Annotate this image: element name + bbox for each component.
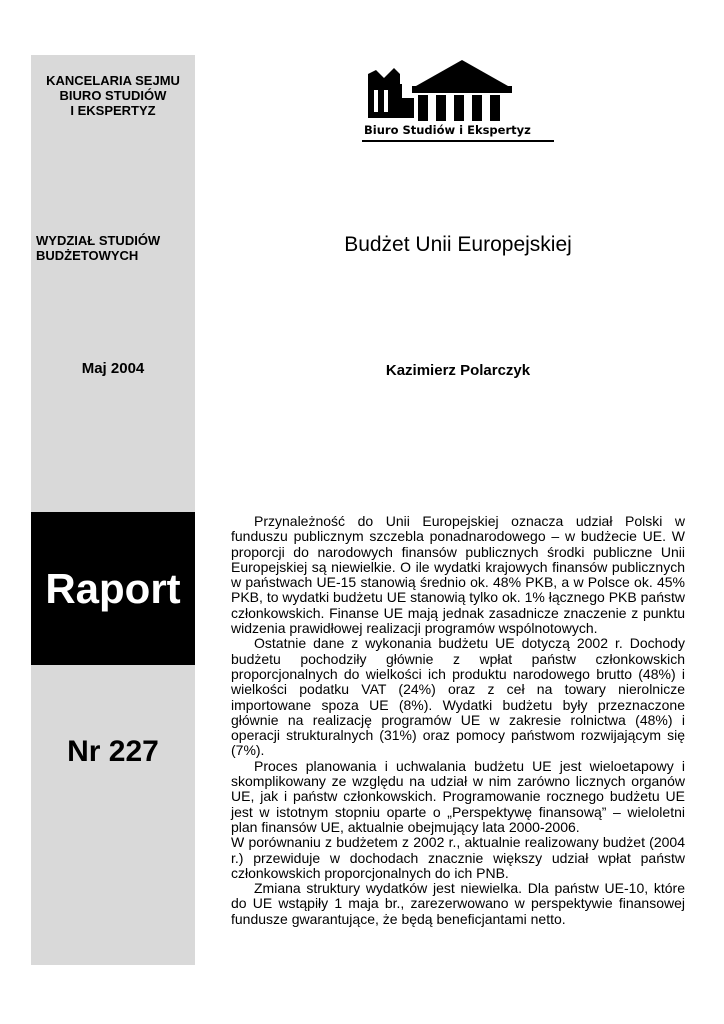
institution-line-1: KANCELARIA SEJMU — [46, 73, 180, 88]
paragraph-1: Przynależność do Unii Europejskiej oznacza udział Polski w funduszu publicznym szczebla ponadnarodowego – w budżecie UE. W proporcji do narodowych finansów publicznych środki publiczne Unii Europejskiej są niewielkie. O ile wydatki krajowych finansów publicznych w państwach UE-15 stanowią średnio ok. 48% PKB, a w Polsce ok. 45% PKB, to wydatki budżetu UE stanowią tylko ok. 1% łącznego PKB państw członkowskich. Finanse UE mają jednak zasadnicze znaczenie z punktu widzenia prawidłowej realizacji programów wspólnotowych. — [231, 513, 685, 637]
paragraph-4: W porównaniu z budżetem z 2002 r., aktualnie realizowany budżet (2004 r.) przewiduje w dochodach znacznie większy udział wpłat państw członkowskich proporcjonalnych do ich PNB. — [231, 834, 685, 881]
institution-line-3: I EKSPERTYZ — [70, 103, 156, 118]
author-name: Kazimierz Polarczyk — [385, 362, 531, 379]
document-title: Budżet Unii Europejskiej — [344, 233, 572, 256]
logo-caption: Biuro Studiów i Ekspertyz — [364, 123, 531, 137]
department-name — [36, 233, 196, 263]
paragraph-5: Zmiana struktury wydatków jest niewielka. Dla państw UE-10, które do UE wstąpiły 1 maja br., zarezerwowano w perspektywie finansowej fundusze gwarantujące, że będą beneficjantami netto. — [231, 880, 685, 927]
institution-name — [31, 73, 195, 118]
department-line-2: BUDŻETOWYCH — [36, 248, 139, 263]
publication-date: Maj 2004 — [81, 360, 145, 377]
department-line-1: WYDZIAŁ STUDIÓW — [36, 233, 161, 248]
report-number: Nr 227 — [67, 735, 159, 768]
report-label-text: Raport — [45, 564, 181, 612]
summary-text — [231, 514, 685, 927]
logo-underline — [362, 140, 554, 142]
paragraph-3: Proces planowania i uchwalania budżetu UE jest wieloetapowy i skomplikowany ze względu na udział w nim zarówno licznych organów UE, jak i państw członkowskich. Programowanie rocznego budżetu UE jest w istotnym stopniu oparte o „Perspektywę finansową” – wieloletni plan finansów UE, aktualnie obejmujący lata 2000-2006. — [231, 757, 685, 835]
institution-line-2: BIURO STUDIÓW — [59, 88, 167, 103]
paragraph-2: Ostatnie dane z wykonania budżetu UE dotyczą 2002 r. Dochody budżetu pochodziły głównie z wpłat państw członkowskich proporcjonalnych do wielkości ich produktu narodowego brutto (48%) i wielkości podatku VAT (24%) oraz z ceł na towary nierolnicze importowane spoza UE (8%). Wydatki budżetu były przeznaczone głównie na realizację programów UE w zakresie rolnictwa (48%) i operacji strukturalnych (31%) oraz pomocy państwom rozwijającym się (7%). — [231, 635, 685, 759]
sidebar-panel — [31, 55, 195, 965]
report-label — [31, 512, 195, 665]
